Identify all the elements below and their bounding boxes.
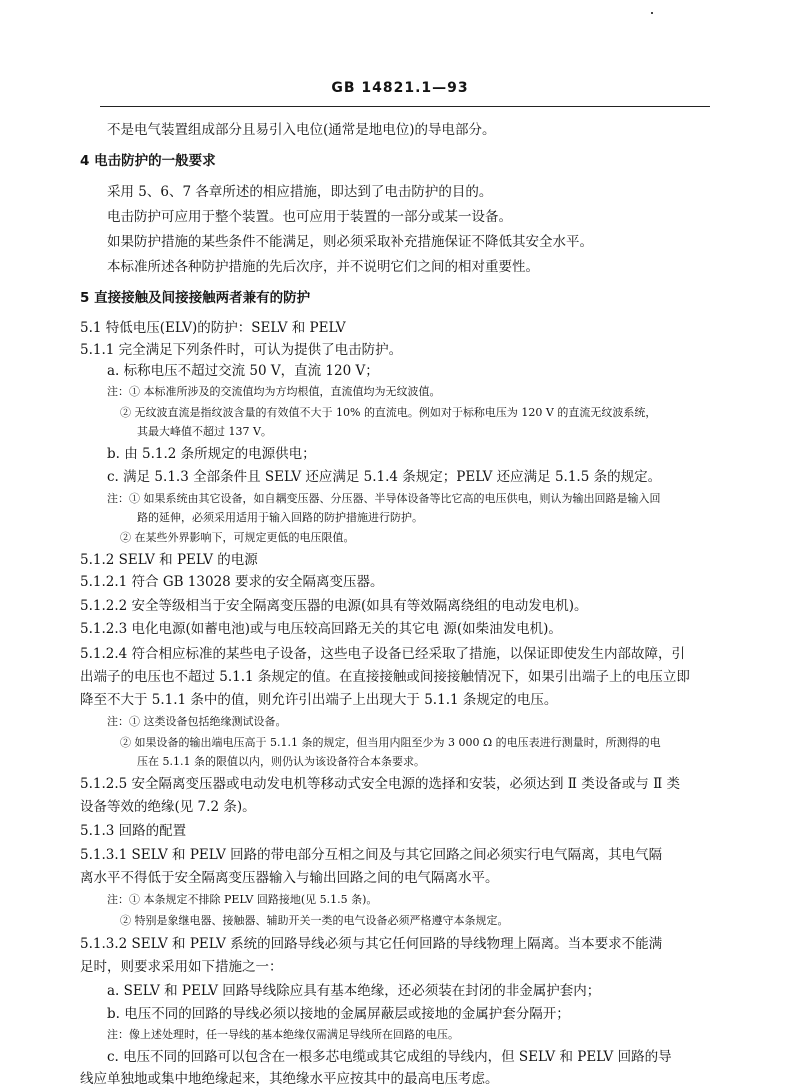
clause-line: 5.1.3.1 SELV 和 PELV 回路的带电部分互相之间及与其它回路之间必须实行电气隔离，其电气隔: [80, 847, 663, 863]
note-line: ② 如果设备的输出端电压高于 5.1.1 条的规定，但当用内阻至少为 3 000 Ω 的电压表进行测量时，所测得的电: [120, 736, 661, 749]
clause-line: 5.1.3.2 SELV 和 PELV 系统的回路导线必须与其它任何回路的导线物理上隔离。当本要求不能满: [80, 936, 663, 952]
text-line: 出端子的电压也不超过 5.1.1 条规定的值。在直接接触或间接接触情况下，如果引出端子上的电压立即: [80, 669, 690, 685]
scan-speck: [651, 12, 653, 14]
clause-line: 5.1.2.2 安全等级相当于安全隔离变压器的电源(如具有等效隔离绕组的电动发电机)。: [80, 598, 588, 614]
text-line: 如果防护措施的某些条件不能满足，则必须采取补充措施保证不降低其安全水平。: [107, 234, 593, 250]
list-item: b. 由 5.1.2 条所规定的电源供电；: [107, 446, 316, 462]
list-item: a. SELV 和 PELV 回路导线除应具有基本绝缘，还必须装在封闭的非金属护套内；: [107, 983, 601, 999]
note-line: 注：① 本标准所涉及的交流值均为方均根值，直流值均为无纹波值。: [107, 385, 441, 398]
list-item: b. 电压不同的回路的导线必须以接地的金属屏蔽层或接地的金属护套分隔开；: [107, 1006, 570, 1022]
subsection-heading: 5.1.3 回路的配置: [80, 823, 187, 839]
note-line: 注：① 如果系统由其它设备，如自耦变压器、分压器、半导体设备等比它高的电压供电，则认为输出回路是输入回: [107, 492, 661, 505]
text-line: 本标准所述各种防护措施的先后次序，并不说明它们之间的相对重要性。: [107, 259, 539, 275]
text-line: 降至不大于 5.1.1 条中的值，则允许引出端子上出现大于 5.1.1 条规定的电压。: [80, 692, 558, 708]
list-item: a. 标称电压不超过交流 50 V，直流 120 V；: [107, 363, 379, 379]
note-line: 压在 5.1.1 条的限值以内，则仍认为该设备符合本条要求。: [137, 755, 425, 768]
note-line: 路的延伸，必须采用适用于输入回路的防护措施进行防护。: [137, 511, 423, 524]
note-line: 其最大峰值不超过 137 V。: [137, 425, 272, 438]
note-line: ② 在某些外界影响下，可规定更低的电压限值。: [120, 531, 355, 544]
text-line: 线应单独地或集中地绝缘起来，其绝缘水平应按其中的最高电压考虑。: [80, 1071, 499, 1087]
note-line: ② 无纹波直流是指纹波含量的有效值不大于 10% 的直流电。例如对于标称电压为 120 V 的直流无纹波系统，: [120, 406, 657, 419]
page-header: GB 14821.1—93: [331, 80, 469, 96]
text-line: 电击防护可应用于整个装置。也可应用于装置的一部分或某一设备。: [107, 209, 512, 225]
subsection-heading: 5.1 特低电压(ELV)的防护：SELV 和 PELV: [80, 320, 346, 336]
text-line: 采用 5、6、7 各章所述的相应措施，即达到了电击防护的目的。: [107, 184, 493, 200]
note-line: 注：① 这类设备包括绝缘测试设备。: [107, 715, 287, 728]
note-line: 注：① 本条规定不排除 PELV 回路接地(见 5.1.5 条)。: [107, 893, 378, 906]
section-heading: 5 直接接触及间接接触两者兼有的防护: [80, 290, 311, 306]
header-rule: [100, 106, 710, 107]
text-line: 设备等效的绝缘(见 7.2 条)。: [80, 799, 256, 815]
text-line: 离水平不得低于安全隔离变压器输入与输出回路之间的电气隔离水平。: [80, 870, 499, 886]
list-item: c. 电压不同的回路可以包含在一根多芯电缆或其它成组的导线内，但 SELV 和 PELV 回路的导: [107, 1049, 672, 1065]
clause-line: 5.1.2.3 电化电源(如蓄电池)或与电压较高回路无关的其它电 源(如柴油发电机)。: [80, 621, 562, 637]
note-line: ② 特别是象继电器、接触器、辅助开关一类的电气设备必须严格遵守本条规定。: [120, 914, 509, 927]
clause-line: 5.1.2.1 符合 GB 13028 要求的安全隔离变压器。: [80, 574, 384, 590]
text-line: 不是电气装置组成部分且易引入电位(通常是地电位)的导电部分。: [107, 122, 496, 138]
clause-line: 5.1.2.5 安全隔离变压器或电动发电机等移动式安全电源的选择和安装，必须达到 Ⅱ 类设备或与 Ⅱ 类: [80, 776, 681, 792]
clause-line: 5.1.1 完全满足下列条件时，可认为提供了电击防护。: [80, 342, 403, 358]
section-heading: 4 电击防护的一般要求: [80, 153, 216, 169]
clause-line: 5.1.2.4 符合相应标准的某些电子设备，这些电子设备已经采取了措施，以保证即使发生内部故障，引: [80, 646, 686, 662]
subsection-heading: 5.1.2 SELV 和 PELV 的电源: [80, 552, 258, 568]
note-line: 注：像上述处理时，任一导线的基本绝缘仅需满足导线所在回路的电压。: [107, 1028, 459, 1041]
text-line: 足时，则要求采用如下措施之一：: [80, 959, 283, 975]
list-item: c. 满足 5.1.3 全部条件且 SELV 还应满足 5.1.4 条规定；PELV 还应满足 5.1.5 条的规定。: [107, 469, 662, 485]
